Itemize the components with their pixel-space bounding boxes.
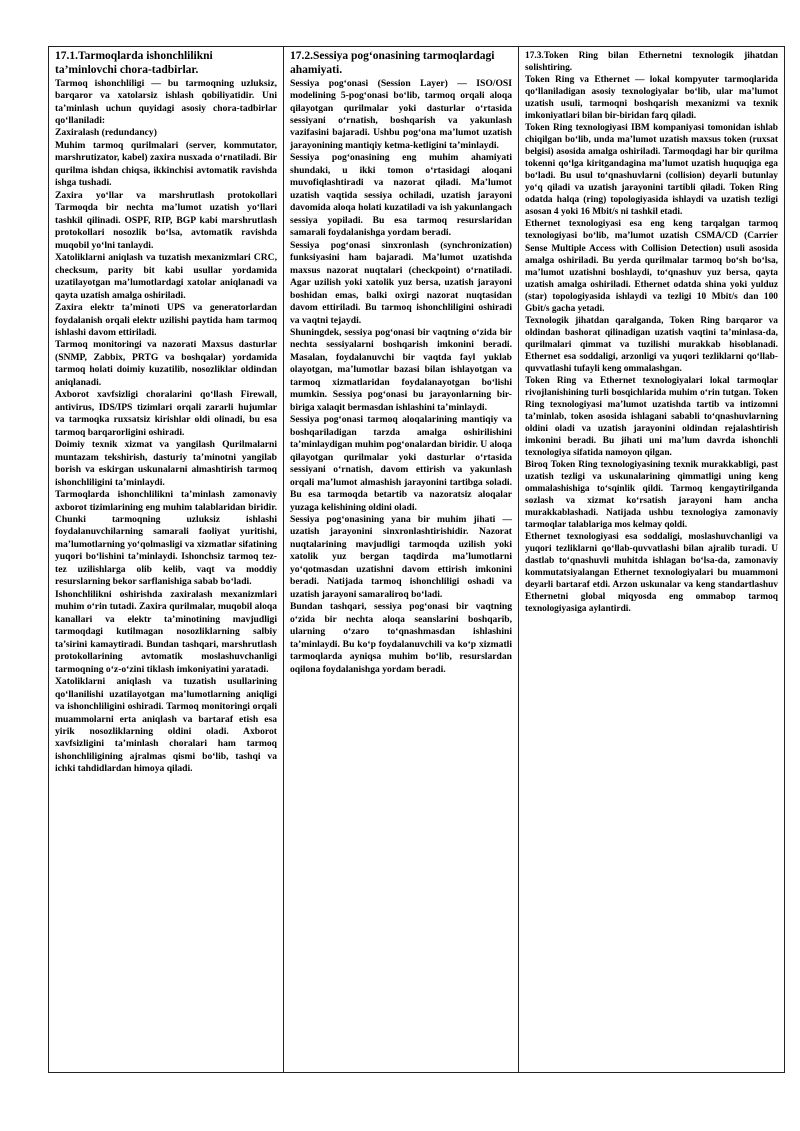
paragraph: Tarmoqlarda ishonchlilikni ta’minlash zamonaviy axborot tizimlarining eng muhim talablaridan biridir. Chunki tarmoqning uzluksiz ishlashi foydalanuvchilarning samarali faoliyat yuritishi, ma’lumotlarning yo‘qolmasligi va xizmatlar sifatining yuqori bo‘lishini ta’minlaydi. Ishonchsiz tarmoq tez-tez uzilishlarga olib kelib, vaqt va moddiy resurslarning bekor sarflanishiga sabab bo‘ladi.	[55, 489, 277, 588]
paragraph: Xatoliklarni aniqlash va tuzatish mexanizmlari CRC, checksum, parity bit kabi usullar yordamida uzatilayotgan ma’lumotlardagi xatolar aniqlanadi va qayta uzatish amalga oshiriladi.	[55, 252, 277, 301]
table-row	[49, 47, 785, 1073]
paragraph: Sessiya pog‘onasi (Session Layer) — ISO/OSI modelining 5-pog‘onasi bo‘lib, tarmoq orqali aloqa qilayotgan qurilmalar yoki dasturlar o‘rtasida sessiyani o‘rnatish, boshqarish va yakunlash vazifasini bajaradi. Ushbu pog‘ona ma’lumot uzatish jarayonining mantiqiy ketma-ketligini ta’minlaydi.	[290, 77, 512, 151]
paragraph: Shuningdek, sessiya pog‘onasi bir vaqtning o‘zida bir nechta sessiyalarni boshqarish imkonini beradi. Masalan, foydalanuvchi bir vaqtda fayl yuklab olayotgan, ma’lumotlar bazasi bilan ishlayotgan va tarmoq xizmatlaridan foydalanayotgan bo‘lishi mumkin. Sessiya pog‘onasi bu jarayonlarning bir-biriga xalaqit bermasdan ishlashini ta’minlaydi.	[290, 326, 512, 413]
section-title: 17.1.Tarmoqlarda ishonchlilikni ta’minlovchi chora-tadbirlar.	[55, 50, 213, 76]
section-title: 17.3.Token Ring bilan Ethernetni texnologik jihatdan solishtiring.	[525, 51, 778, 74]
section-body	[525, 74, 778, 615]
paragraph: Ishonchlilikni oshirishda zaxiralash mexanizmlari muhim o‘rin tutadi. Zaxira qurilmalar, muqobil aloqa kanallari va elektr ta’minotining mavjudligi tarmoqdagi kutilmagan nosozliklarning salbiy ta’sirini kamaytiradi. Bundan tashqari, marshrutlash protokollarining avtomatik moslashuvchanligi tarmoqning o‘z-o‘zini tiklash imkoniyatini yaratadi.	[55, 588, 277, 675]
column-token-ring-ethernet	[519, 47, 785, 1073]
paragraph: Zaxiralash (redundancy)	[55, 127, 157, 139]
paragraph: Axborot xavfsizligi choralarini qo‘llash Firewall, antivirus, IDS/IPS tizimlari orqali zararli hujumlar va tarmoqka ruxsatsiz kirishlar oldi olinadi, bu esa tarmoq barqarorligini oshiradi.	[55, 389, 277, 438]
section-body	[55, 78, 277, 776]
paragraph: Sessiya pog‘onasining eng muhim ahamiyati shundaki, u ikki tomon o‘rtasidagi aloqani muvofiqlashtiradi va nazorat qiladi. Ma’lumot uzatish vaqtida sessiya ochiladi, uzatish jarayoni davomida aloqa holati kuzatiladi va ish yakunlangach sessiya yopiladi. Bu esa tarmoq resurslaridan samarali foydalanishga yordam beradi.	[290, 152, 512, 239]
paragraph: Sessiya pog‘onasining yana bir muhim jihati — uzatish jarayonini sinxronlashtirishidir. Nazorat nuqtalarining mavjudligi tarmoqda uzilish yoki xatolik yuz bergan taqdirda ma’lumotlarni yo‘qotmasdan uzatishni davom ettirish imkonini beradi. Natijada tarmoq ishonchliligi oshadi va uzatish jarayoni samaraliroq bo‘ladi.	[290, 514, 512, 600]
paragraph: Zaxira elektr ta’minoti UPS va generatorlardan foydalanish orqali elektr uzilishi paytida ham tarmoq ishlashi davom ettiriladi.	[55, 302, 277, 338]
paragraph: Tarmoq ishonchliligi — bu tarmoqning uzluksiz, barqaror va xatolarsiz ishlash qobiliyatidir. Uni ta’minlash uchun quyidagi asosiy chora-tadbirlar qo‘llaniladi:	[55, 77, 277, 126]
paragraph: Tarmoq monitoringi va nazorati Maxsus dasturlar (SNMP, Zabbix, PRTG va boshqalar) yordamida tarmoq holati doimiy kuzatilib, nosozliklar oldindan aniqlanadi.	[55, 339, 277, 388]
paragraph: Token Ring va Ethernet texnologiyalari lokal tarmoqlar rivojlanishining turli bosqichlarida muhim o‘rin tutgan. Token Ring texnologiyasi ma’lumot uzatishda tartib va intizomni ta’minlab, token asosida ishlagani sababli to‘qnashuvlarning oldini oladi va uzatish jarayonini oldindan rejalashtirish imkonini beradi. Bu jihati uni ma’lum davrda ishonchli texnologiya sifatida namoyon qilgan.	[525, 375, 778, 459]
paragraph: Xatoliklarni aniqlash va tuzatish usullarining qo‘llanilishi uzatilayotgan ma’lumotlarning aniqligi va ishonchliligini oshiradi. Tarmoq monitoringi orqali muammolarni erta aniqlash va bartaraf etish esa yirik nosozliklarning oldini oladi. Axborot xavfsizligini ta’minlash choralari ham tarmoq ishonchliligining ajralmas qismi bo‘lib, tashqi va ichki tahdidlardan himoya qiladi.	[55, 676, 277, 775]
paragraph: Biroq Token Ring texnologiyasining texnik murakkabligi, past uzatish tezligi va uskunalarining qimmatligi uning keng ommalashishiga to‘sqinlik qildi. Tarmoq kengaytirilganda sozlash va xizmat ko‘rsatish jarayoni ham ancha murakkablashadi. Natijada ushbu texnologiya zamonaviy tarmoqlar talablariga mos kelmay qoldi.	[525, 460, 778, 531]
paragraph: Sessiya pog‘onasi sinxronlash (synchronization) funksiyasini ham bajaradi. Ma’lumot uzatishda maxsus nazorat nuqtalari (checkpoint) o‘rnatiladi. Agar uzilish yoki xatolik yuz bersa, uzatish jarayoni boshidan emas, balki oxirgi nazorat nuqtasidan davom ettiriladi. Bu tarmoq ishonchliligini oshiradi va vaqtni tejaydi.	[290, 239, 512, 326]
paragraph: Bundan tashqari, sessiya pog‘onasi bir vaqtning o‘zida bir nechta aloqa seanslarini boshqarib, ularning o‘zaro to‘qnashmasdan ishlashini ta’minlaydi. Bu ko‘p foydalanuvchili va ko‘p xizmatli tarmoqlarda ayniqsa muhim bo‘lib, resurslardan oqilona foydalanishga yordam beradi.	[290, 601, 512, 675]
section-title: 17.2.Sessiya pog‘onasining tarmoqlardagi ahamiyati.	[290, 50, 495, 76]
paragraph: Ethernet texnologiyasi esa eng keng tarqalgan tarmoq texnologiyasi bo‘lib, ma’lumot uzatish CSMA/CD (Carrier Sense Multiple Access with Collision Detection) usuli asosida amalga oshiriladi. Bu yerda qurilmalar tarmoq bo‘sh bo‘lsa, ma’lumot uzatishni boshlaydi, to‘qnashuv yuz bersa, qayta uzatish amalga oshiriladi. Ethernet odatda shina yoki yulduz (star) topologiyasida ishlaydi va tezligi 10 Mbit/s dan 100 Gbit/s gacha yetadi.	[525, 219, 778, 314]
paragraph: Zaxira yo‘llar va marshrutlash protokollari Tarmoqda bir nechta ma’lumot uzatish yo‘llari tashkil qilinadi. OSPF, RIP, BGP kabi marshrutlash protokollari nosozlik bo‘lsa, avtomatik ravishda muqobil yo‘lni tanlaydi.	[55, 189, 277, 251]
column-reliability	[49, 47, 284, 1073]
paragraph: Token Ring texnologiyasi IBM kompaniyasi tomonidan ishlab chiqilgan bo‘lib, unda ma’lumot uzatish maxsus token (ruxsat belgisi) asosida amalga oshiriladi. Tarmoqdagi har bir qurilma tokenni qo‘lga kiritgandagina ma’lumot uzatish huquqiga ega bo‘ladi. Bu usul to‘qnashuvlarni (collision) deyarli butunlay yo‘q qiladi va uzatish jarayonini tartibli qiladi. Token Ring odatda halqa (ring) topologiyasida ishlaydi va uzatish tezligi asosan 4 yoki 16 Mbit/s ni tashkil etadi.	[525, 123, 778, 218]
section-body	[290, 78, 512, 677]
column-session-layer	[284, 47, 519, 1073]
paragraph: Doimiy texnik xizmat va yangilash Qurilmalarni muntazam tekshirish, dasturiy ta’minotni yangilab borish va eskirgan uskunalarni almashtirish tarmoq ishonchliligini ta’minlaydi.	[55, 439, 277, 488]
paragraph: Ethernet texnologiyasi esa soddaligi, moslashuvchanligi va yuqori tezliklarni qo‘llab-quvvatlashi bilan ajralib turadi. U dastlab to‘qnashuvli muhitda ishlagan bo‘lsa-da, zamonaviy kommutatsiyalangan Ethernet texnologiyalari bu muammoni deyarli bartaraf etdi. Arzon uskunalar va keng standartlashuv Ethernetni global miqyosda eng ommabop tarmoq texnologiyasiga aylantirdi.	[525, 532, 778, 615]
paragraph: Sessiya pog‘onasi tarmoq aloqalarining mantiqiy va boshqariladigan tarzda amalga oshirilishini ta’minlaydigan muhim pog‘onalardan biridir. U aloqa qilayotgan qurilmalar yoki dasturlar o‘rtasida sessiyani o‘rnatish, davom ettirish va yakunlash orqali ma’lumot almashish jarayonini tartibga soladi. Bu esa tarmoqda betartib va nazoratsiz aloqalar yuzaga kelishining oldini oladi.	[290, 414, 512, 513]
paragraph: Muhim tarmoq qurilmalari (server, kommutator, marshrutizator, kabel) zaxira nusxada o‘rnatiladi. Bir qurilma ishdan chiqsa, ikkinchisi avtomatik ravishda ishga tushadi.	[55, 139, 277, 189]
paragraph: Texnologik jihatdan qaralganda, Token Ring barqaror va oldindan bashorat qilinadigan uzatish vaqtini ta’minlasa-da, qurilmalari qimmat va tuzilishi murakkab hisoblanadi. Ethernet esa soddaligi, arzonligi va yuqori tezliklarni qo‘llab-quvvatlashi tufayli keng ommalashgan.	[525, 315, 778, 374]
paragraph: Token Ring va Ethernet — lokal kompyuter tarmoqlarida qo‘llaniladigan asosiy texnologiyalar bo‘lib, ular ma’lumot uzatish usuli, tarmoqni boshqarish mexanizmi va texnik imkoniyatlari bilan bir-biridan farq qiladi.	[525, 75, 778, 122]
document-table	[48, 46, 785, 1073]
